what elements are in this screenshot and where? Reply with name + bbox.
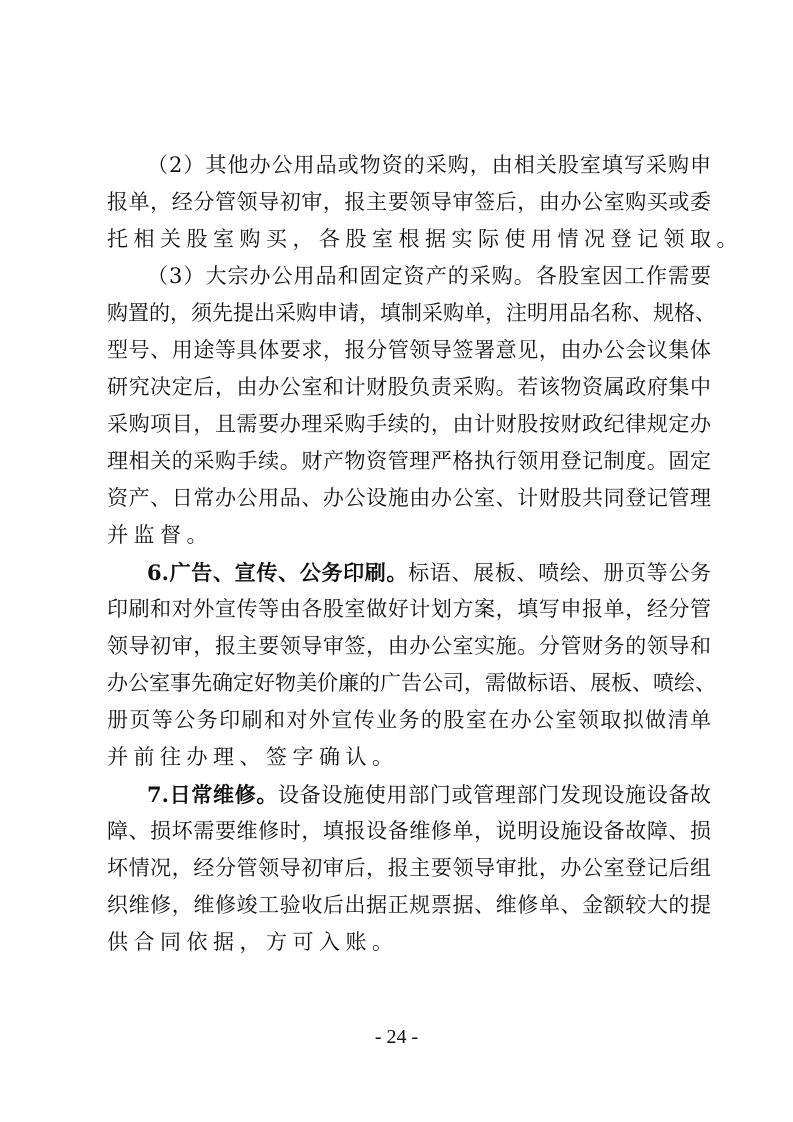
page-number: - 24 - bbox=[374, 1026, 419, 1048]
text-line: 资产、日常办公用品、办公设施由办公室、计财股共同登记管理 bbox=[107, 486, 711, 510]
document-body bbox=[107, 147, 743, 961]
text-line: 托相关股室购买，各股室根据实际使用情况登记领取。 bbox=[107, 227, 743, 251]
text-span: 设备设施使用部门或管理部门发现设施设备故 bbox=[278, 783, 711, 807]
text-line: （2）其他办公用品或物资的采购，由相关股室填写采购申 bbox=[147, 153, 711, 177]
text-line: 印刷和对外宣传等由各股室做好计划方案，填写申报单，经分管 bbox=[107, 597, 711, 621]
text-span: 标语、展板、喷绘、册页等公务 bbox=[408, 561, 712, 585]
text-line: 册页等公务印刷和对外宣传业务的股室在办公室领取拟做清单 bbox=[107, 708, 711, 732]
text-line: 障、损坏需要维修时，填报设备维修单，说明设施设备故障、损 bbox=[107, 819, 711, 843]
text-line: 并监督。 bbox=[107, 523, 213, 547]
text-line: 织维修，维修竣工验收后出据正规票据、维修单、金额较大的提 bbox=[107, 893, 711, 917]
section-heading: 6.广告、宣传、公务印刷。 bbox=[147, 560, 409, 585]
section-6-first-line bbox=[107, 554, 711, 591]
text-line: 并前往办理、签字确认。 bbox=[107, 745, 399, 769]
text-line: 购置的，须先提出采购申请，填制采购单，注明用品名称、规格、 bbox=[107, 301, 716, 325]
text-line: 坏情况，经分管领导初审后，报主要领导审批，办公室登记后组 bbox=[107, 856, 711, 880]
text-line: 型号、用途等具体要求，报分管领导签署意见，由办公会议集体 bbox=[107, 338, 711, 362]
text-line: 采购项目，且需要办理采购手续的，由计财股按财政纪律规定办 bbox=[107, 412, 711, 436]
text-line: 办公室事先确定好物美价廉的广告公司，需做标语、展板、喷绘、 bbox=[107, 671, 716, 695]
text-line: 报单，经分管领导初审，报主要领导审签后，由办公室购买或委 bbox=[107, 190, 711, 214]
text-line: 研究决定后，由办公室和计财股负责采购。若该物资属政府集中 bbox=[107, 375, 711, 399]
section-7-first-line bbox=[107, 776, 711, 813]
text-line: 领导初审，报主要领导审签，由办公室实施。分管财务的领导和 bbox=[107, 634, 711, 658]
text-line: 供合同依据，方可入账。 bbox=[107, 930, 399, 954]
section-heading: 7.日常维修。 bbox=[147, 782, 279, 807]
text-line: 理相关的采购手续。财产物资管理严格执行领用登记制度。固定 bbox=[107, 449, 711, 473]
text-line: （3）大宗办公用品和固定资产的采购。各股室因工作需要 bbox=[147, 264, 711, 288]
